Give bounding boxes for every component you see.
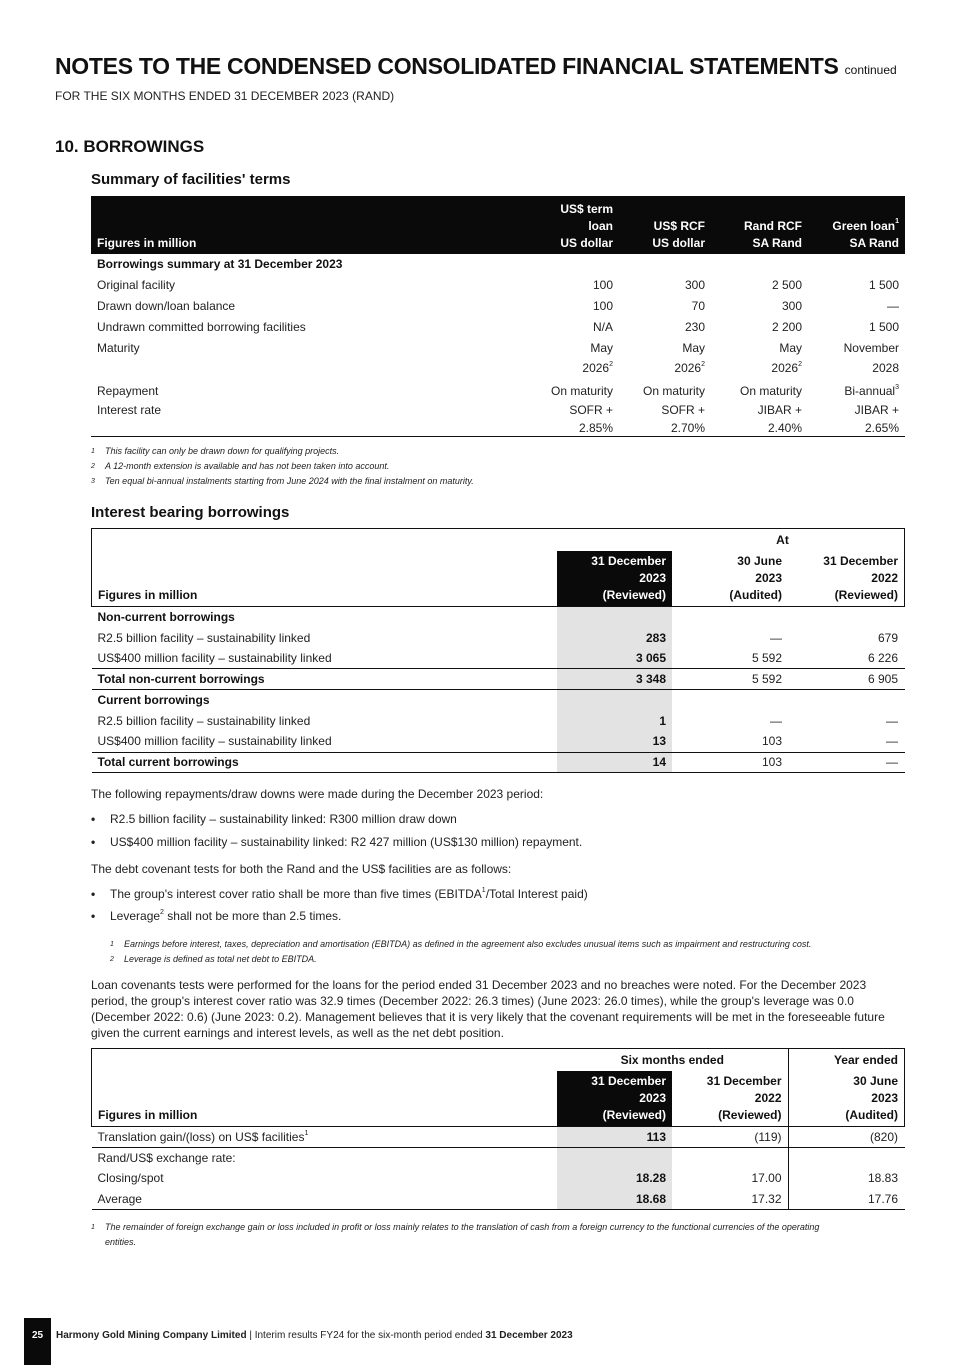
- cell-value: N/A: [592, 319, 613, 334]
- covenant-intro: The debt covenant tests for both the Rand and the US$ facilities are as follows:: [91, 862, 512, 876]
- table-row: [92, 669, 905, 690]
- cell-value: 17.32: [672, 1189, 788, 1210]
- cell-value: On maturity: [642, 384, 705, 399]
- cell-value: 2026$^2$: [582, 361, 613, 376]
- table-row: [91, 337, 905, 358]
- cell-value: 300: [684, 278, 705, 293]
- cell-value: 113: [557, 1127, 672, 1148]
- cell-value: 2 200: [771, 319, 802, 334]
- row-label: Closing/spot: [97, 1171, 164, 1186]
- cell-value: 2.40%: [711, 420, 808, 436]
- table-row: [92, 752, 905, 773]
- row-label: US$400 million facility – sustainability linked: [92, 731, 558, 752]
- cell-value: May: [779, 340, 802, 355]
- total-label: Total current borrowings: [92, 752, 558, 773]
- cell-value: On maturity: [550, 384, 613, 399]
- cell-value: 70: [691, 298, 705, 313]
- table-row: [91, 379, 905, 400]
- facilities-col-header: US$ term loan US dollar: [527, 196, 619, 254]
- footer-bar: [24, 1318, 51, 1365]
- table-row: [91, 316, 905, 337]
- table-row: [91, 254, 905, 275]
- table-row: [92, 1168, 905, 1189]
- bullet-item: • US$400 million facility – sustainability linked: R2 427 million (US$130 million) repayment.: [91, 835, 583, 849]
- group-heading: Non-current borrowings: [97, 610, 235, 625]
- footnote: 2 A 12-month extension is available and has not been taken into account.: [91, 461, 390, 471]
- title-suffix: continued: [844, 63, 897, 77]
- table-row: [91, 420, 905, 436]
- group-heading: Current borrowings: [97, 693, 210, 708]
- cell-value: 100: [592, 278, 613, 293]
- row-label: Original facility: [97, 278, 176, 293]
- fx-col-header: 31 December 2022 (Reviewed): [672, 1071, 788, 1127]
- row-label: Drawn down/loan balance: [97, 298, 236, 313]
- cell-value: 18.68: [557, 1189, 672, 1210]
- row-label: Translation gain/(loss) on US$ facilities$^1$: [92, 1127, 558, 1148]
- covenant-footnotes: [110, 937, 811, 967]
- fx-header-row: [92, 1071, 905, 1127]
- facilities-summary-label: Borrowings summary at 31 December 2023: [97, 257, 343, 272]
- bullet-item: • R2.5 billion facility – sustainability linked: R300 million draw down: [91, 812, 457, 826]
- row-label: R2.5 billion facility – sustainability linked: [97, 713, 311, 728]
- total-label: Total non-current borrowings: [92, 669, 558, 690]
- footnote: 2 Leverage is defined as total net debt to EBITDA.: [110, 954, 317, 964]
- cell-value: 5 592: [672, 669, 788, 690]
- row-label: R2.5 billion facility – sustainability linked: [97, 630, 311, 645]
- bullet-icon: •: [91, 887, 96, 901]
- footnote-continuation: entities.: [105, 1237, 137, 1247]
- interest-bearing-heading: Interest bearing borrowings: [91, 504, 290, 521]
- cell-value: 679: [877, 630, 898, 645]
- table-row: [92, 710, 905, 731]
- cell-value: 1: [557, 710, 672, 731]
- facilities-col0-header: Figures in million: [91, 196, 527, 254]
- footer-text: Harmony Gold Mining Company Limited | Interim results FY24 for the six-month period ended 31 December 2023: [56, 1330, 573, 1341]
- row-label: Average: [92, 1189, 558, 1210]
- facilities-table: [91, 196, 905, 437]
- cell-value: SOFR +: [661, 402, 705, 417]
- row-label: Undrawn committed borrowing facilities: [97, 319, 306, 334]
- page-subtitle: FOR THE SIX MONTHS ENDED 31 DECEMBER 2023 (RAND): [55, 89, 395, 103]
- cell-value: Bi-annual$^3$: [844, 384, 899, 399]
- table-row: [92, 627, 905, 648]
- cell-value: (820): [788, 1127, 904, 1148]
- bullet-icon: •: [91, 835, 96, 849]
- facilities-heading: Summary of facilities' terms: [91, 171, 291, 188]
- facilities-footnotes: [91, 444, 474, 489]
- cell-value: 300: [781, 298, 802, 313]
- row-label: Rand/US$ exchange rate:: [97, 1150, 236, 1165]
- interest-col0-header: Figures in million: [92, 551, 558, 607]
- covenant-paragraph: Loan covenants tests were performed for the loans for the period ended 31 December 2023 and no breaches were noted. For the December 2023 period, the group's interest cover ratio was 32.9 times (December 2022: 26.3 times) (June 2023: 26.0 times), while the group's leverage was 0.0 (December 2022: 0.6) (June 2023: 0.2). Management believes that it is very likely that the covenant requirements will be met in the foreseeable future given the current earnings and interest levels, as well as the net debt position.: [91, 978, 885, 1040]
- fx-table: [91, 1048, 905, 1210]
- cell-value: 18.83: [788, 1168, 904, 1189]
- cell-value: 13: [557, 731, 672, 752]
- table-row: [92, 690, 905, 711]
- footnote: 3 Ten equal bi-annual instalments starting from June 2024 with the final instalment on maturity.: [91, 476, 474, 486]
- repayments-intro: The following repayments/draw downs were made during the December 2023 period:: [91, 787, 544, 801]
- table-row: [92, 731, 905, 752]
- year-ended-label: Year ended: [788, 1049, 904, 1071]
- cell-value: SOFR +: [569, 402, 613, 417]
- interest-col-header: 30 June 2023 (Audited): [672, 551, 788, 607]
- cell-value: 14: [557, 752, 672, 773]
- cell-value: —: [788, 752, 904, 773]
- cell-value: 6 226: [788, 648, 904, 669]
- cell-value: 2028: [872, 361, 899, 376]
- cell-value: 283: [557, 627, 672, 648]
- row-label: Maturity: [97, 340, 140, 355]
- cell-value: 103: [672, 752, 788, 773]
- period-row: [92, 1049, 905, 1071]
- at-row: [92, 529, 905, 551]
- cell-value: 5 592: [672, 648, 788, 669]
- cell-value: 18.28: [557, 1168, 672, 1189]
- cell-value: May: [590, 340, 613, 355]
- cell-value: 17.76: [788, 1189, 904, 1210]
- section-heading: 10. BORROWINGS: [55, 137, 205, 156]
- six-months-label: Six months ended: [557, 1049, 788, 1071]
- cell-value: 2.70%: [619, 420, 711, 436]
- bullet-item: • Leverage$^2$ shall not be more than 2.5 times.: [91, 909, 342, 923]
- title-text: NOTES TO THE CONDENSED CONSOLIDATED FINANCIAL STATEMENTS: [55, 53, 839, 79]
- facilities-header-row: [91, 196, 905, 254]
- cell-value: (119): [672, 1127, 788, 1148]
- cell-value: —: [770, 713, 782, 728]
- cell-value: 1 500: [868, 278, 899, 293]
- facilities-col-header: US$ RCF US dollar: [619, 196, 711, 254]
- cell-value: 17.00: [751, 1171, 782, 1186]
- facilities-col-header: Rand RCF SA Rand: [711, 196, 808, 254]
- fx-footnote: [91, 1220, 906, 1250]
- row-label: Interest rate: [97, 402, 162, 417]
- cell-value: On maturity: [739, 384, 802, 399]
- fx-col0-header: Figures in million: [92, 1071, 558, 1127]
- facilities-col-header: Green loan$^1$ SA Rand: [808, 196, 905, 254]
- page-title: [55, 53, 897, 80]
- fx-col-header: 31 December 2023 (Reviewed): [557, 1071, 672, 1127]
- table-row: [92, 1189, 905, 1210]
- cell-value: 103: [672, 731, 788, 752]
- row-label: Repayment: [97, 384, 159, 399]
- table-row: [91, 400, 905, 421]
- cell-value: 3 348: [557, 669, 672, 690]
- page-number: 25: [31, 1330, 44, 1341]
- cell-value: 2.85%: [527, 420, 619, 436]
- bullet-icon: •: [91, 812, 96, 826]
- row-label: US$400 million facility – sustainability linked: [92, 648, 558, 669]
- cell-value: 2026$^2$: [771, 361, 802, 376]
- table-row: [91, 275, 905, 296]
- footnote: 1 This facility can only be drawn down for qualifying projects.: [91, 446, 340, 456]
- table-row: [91, 358, 905, 379]
- cell-value: —: [887, 298, 899, 313]
- bullet-icon: •: [91, 909, 96, 923]
- cell-value: —: [886, 713, 898, 728]
- cell-value: November: [843, 340, 899, 355]
- interest-bearing-table: [91, 528, 905, 773]
- interest-col-header: 31 December 2022 (Reviewed): [788, 551, 904, 607]
- cell-value: 2.65%: [808, 420, 905, 436]
- cell-value: JIBAR +: [854, 402, 899, 417]
- table-row: [91, 296, 905, 317]
- cell-value: May: [682, 340, 705, 355]
- cell-value: 2 500: [771, 278, 802, 293]
- table-row: [92, 1147, 905, 1168]
- interest-col-header: 31 December 2023 (Reviewed): [557, 551, 672, 607]
- footnote: 1 Earnings before interest, taxes, depreciation and amortisation (EBITDA) as defined in the agreement also excludes unusual items such as impairment and restructuring cost.: [110, 939, 812, 949]
- at-label: At: [557, 529, 904, 551]
- cell-value: 2026$^2$: [674, 361, 705, 376]
- interest-header-row: [92, 551, 905, 607]
- footnote: 1 The remainder of foreign exchange gain or loss included in profit or loss mainly relates to the translation of cash from a foreign currency to the functional currencies of the operating: [91, 1222, 820, 1232]
- cell-value: 100: [592, 298, 613, 313]
- table-row: [92, 648, 905, 669]
- table-row: [92, 607, 905, 628]
- bullet-item: • The group's interest cover ratio shall be more than five times (EBITDA$^1$/Total Interest paid): [91, 887, 588, 901]
- cell-value: 230: [684, 319, 705, 334]
- cell-value: —: [770, 630, 782, 645]
- cell-value: JIBAR +: [757, 402, 802, 417]
- cell-value: 1 500: [868, 319, 899, 334]
- fx-col-header: 30 June 2023 (Audited): [788, 1071, 904, 1127]
- cell-value: 3 065: [557, 648, 672, 669]
- table-row: [92, 1127, 905, 1148]
- cell-value: —: [788, 731, 904, 752]
- cell-value: 6 905: [788, 669, 904, 690]
